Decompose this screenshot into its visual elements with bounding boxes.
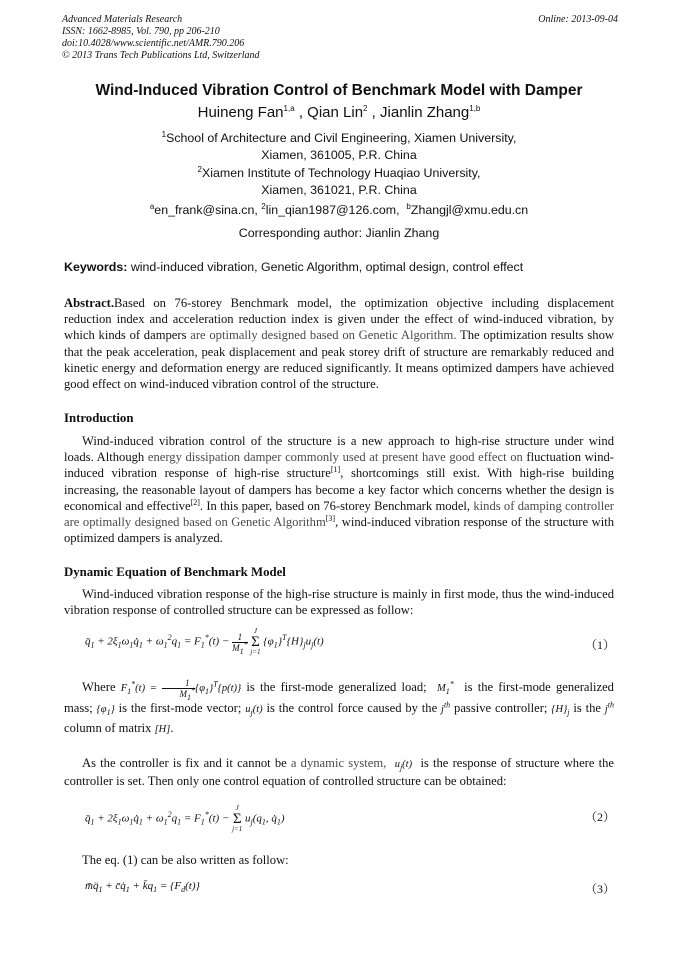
section-heading-introduction: Introduction [64,411,134,425]
citation[interactable]: [1] [330,465,341,475]
inline-math: $\{H\}_j$ [551,704,570,718]
inline-math: $j^{th}$ [604,700,615,716]
where-text: is the first-mode vector; [118,701,242,716]
inline-math: $F_1^*(t)$ = $\frac{1}{M_1^*}$ $\{\varphi_1\}^T\{p(t)\}$ [120,678,242,702]
author-name: Qian Lin [307,104,364,121]
affiliation-2 [0,165,678,199]
author-sup: 1,b [469,104,481,113]
author-sup: 1,a [283,104,295,113]
abstract-text: are optimally designed based on Genetic Algorithm. [190,328,457,343]
corresponding-author: Corresponding author: Jianlin Zhang [238,226,440,240]
keywords-label: Keywords: [64,260,128,274]
email-sup: a [149,201,155,211]
where-text: is the [573,701,602,716]
citation[interactable]: [3] [325,513,336,523]
email-link[interactable]: lin_qian1987@126.com, [265,203,400,217]
equation-number: （3） [585,882,616,896]
affiliation-line: School of Architecture and Civil Engineering, Xiamen University, [166,131,517,145]
where-text: is the first-mode generalized load; [246,680,427,694]
issn-line: ISSN: 1662-8985, Vol. 790, pp 206-210 [62,26,220,37]
abstract [64,295,614,392]
abstract-text: Based on 76-storey Benchmark model, the optimization objective including displacement reduction index and acceleration reduction index is given under the effect of wind-induced vibration, by which kinds of dampers [64,296,614,343]
inline-math: $j^{th}$ [441,700,451,716]
journal-header [62,14,618,62]
intro-text: . In this paper, based on 76-storey Benchmark model, [199,498,474,513]
intro-text: Wind-induced vibration control of the structure is a new approach to high-rise structure under wind loads. Although [64,434,614,465]
where-text: passive controller; [454,701,548,716]
intro-text: fluctuation wind-induced vibration response of high-rise structure [64,450,614,481]
keywords [64,260,624,274]
email-list [0,203,678,217]
online-date: Online: 2013-09-04 [538,14,618,25]
equation-3: $m̄q̈_1$ + $c̄q̇_1$ + $k̄q_1 = \{F_d(t)\}$ [85,880,200,895]
affiliation-line: Xiamen Institute of Technology Huaqiao University, [201,166,481,180]
inline-math: $u_j(t)$ [245,704,263,718]
doi-line: doi:10.4028/www.scientific.net/AMR.790.206 [62,38,245,49]
inline-math: $\{\varphi_1\}$ [96,704,115,718]
author-list: Huineng Fan$^{1,a}$ , Qian Lin$^2$ , Jianlin Zhang$^{1,b}$ [197,104,481,121]
keywords-text: wind-induced vibration, Genetic Algorithm, optimal design, control effect [130,260,524,274]
email-link[interactable]: en_frank@sina.cn, [154,203,258,217]
inline-math: $M_1^*$ [437,679,454,697]
citation[interactable]: [2] [190,497,200,507]
controller-text: a dynamic system, [290,756,387,770]
author-name: Huineng Fan [197,104,284,121]
intro-text: , wind-induced vibration response of the structure with optimized dampers is analyzed. [64,515,614,546]
section-heading-dynamic-equation: Dynamic Equation of Benchmark Model [64,565,286,579]
inline-math: $u_j(t)$ [394,759,413,773]
introduction-paragraph [64,433,614,546]
equation-2: $q̈_1$ + $2\xi_1\omega_1q̇_1 + \omega_1^2q_1 = F_1^*(t) - J$ Σ j=1 $u_j(q_1$, $q̇_1$) [85,804,285,833]
inline-math: [H] [154,724,171,736]
controller-text: is the response of structure where the controller is set. Then only one control equation of controlled structure can be obtained: [64,756,615,789]
affiliation-1 [0,130,678,164]
controller-text: As the controller is fix and it cannot be [82,756,291,770]
intro-text: energy dissipation damper commonly used at present have good effect on [147,450,523,465]
copyright-line: © 2013 Trans Tech Publications Ltd, Switzerland [62,50,260,61]
affiliation-line: Xiamen, 361005, P.R. China [261,148,417,162]
intro-text: , shortcomings still exist. With high-rise building increasing, the reasonable layout of dampers has become a key factor which concerns whether the design is economical and effective [64,466,614,513]
author-sup: 2 [363,104,368,113]
journal-name: Advanced Materials Research [62,14,183,25]
affiliation-sup: 1 [161,129,167,139]
intro-text: kinds of damping controller are optimally designed based on Genetic Algorithm [64,498,614,530]
abstract-text: The optimization results show that the peak acceleration, peak displacement and peak storey drift of structure are remarkably reduced and kinetic energy and deformation energy are reduced significantly. It means optimized dampers have achieved good effect on wind-induced vibration control of the structure. [64,328,614,392]
affiliation-sup: 2 [197,164,202,174]
abstract-label: Abstract. [64,296,115,310]
equation-number: （2） [585,810,616,824]
where-text: column of matrix [64,721,152,736]
author-name: Jianlin Zhang [380,104,470,121]
where-text: Where [82,680,116,694]
eq-rewrite-paragraph: The eq. (1) can be also written as follow: [82,853,289,867]
affiliation-line: Xiamen, 361021, P.R. China [261,183,417,197]
email-sup: 2 [261,201,266,211]
email-sup: b [406,201,411,211]
controller-paragraph [64,755,614,789]
dynamic-paragraph: Wind-induced vibration response of the high-rise structure is mainly in first mode, thus the wind-induced vibration response of controlled structure can be expressed as follow: [64,587,614,618]
equation-number: （1） [585,638,616,652]
paper-title: Wind-Induced Vibration Control of Benchmark Model with Damper [95,82,583,99]
where-text: is the first-mode generalized mass; [64,680,614,716]
where-paragraph: Where $F_1^*(t)$ = $\frac{1}{M_1^*}$ $\{\varphi_1\}^T\{p(t)\}$ is the first-mode generalized load; $M_1^*$ is the first-mode generalized mass; $\{\varphi_1\}$ is the first-mode vector; $u_j(t)$ is the control force caused by the $j^{th}$ passive controller; $\{H\}_j$ is the $j^{th}$ column of matrix [H]. [64,678,615,736]
equation-1: $q̈_1$ + $2\xi_1\omega_1q̇_1 + \omega_1^2q_1 = F_1^*(t)$ − $\frac{1}{M_1^*}$ J Σ j=1 $\{\varphi_1\}^T\{H\}_ju_j(t)$ [85,627,324,656]
where-text: is the control force caused by the [266,701,438,716]
email-link[interactable]: Zhangjl@xmu.edu.cn [410,203,529,217]
